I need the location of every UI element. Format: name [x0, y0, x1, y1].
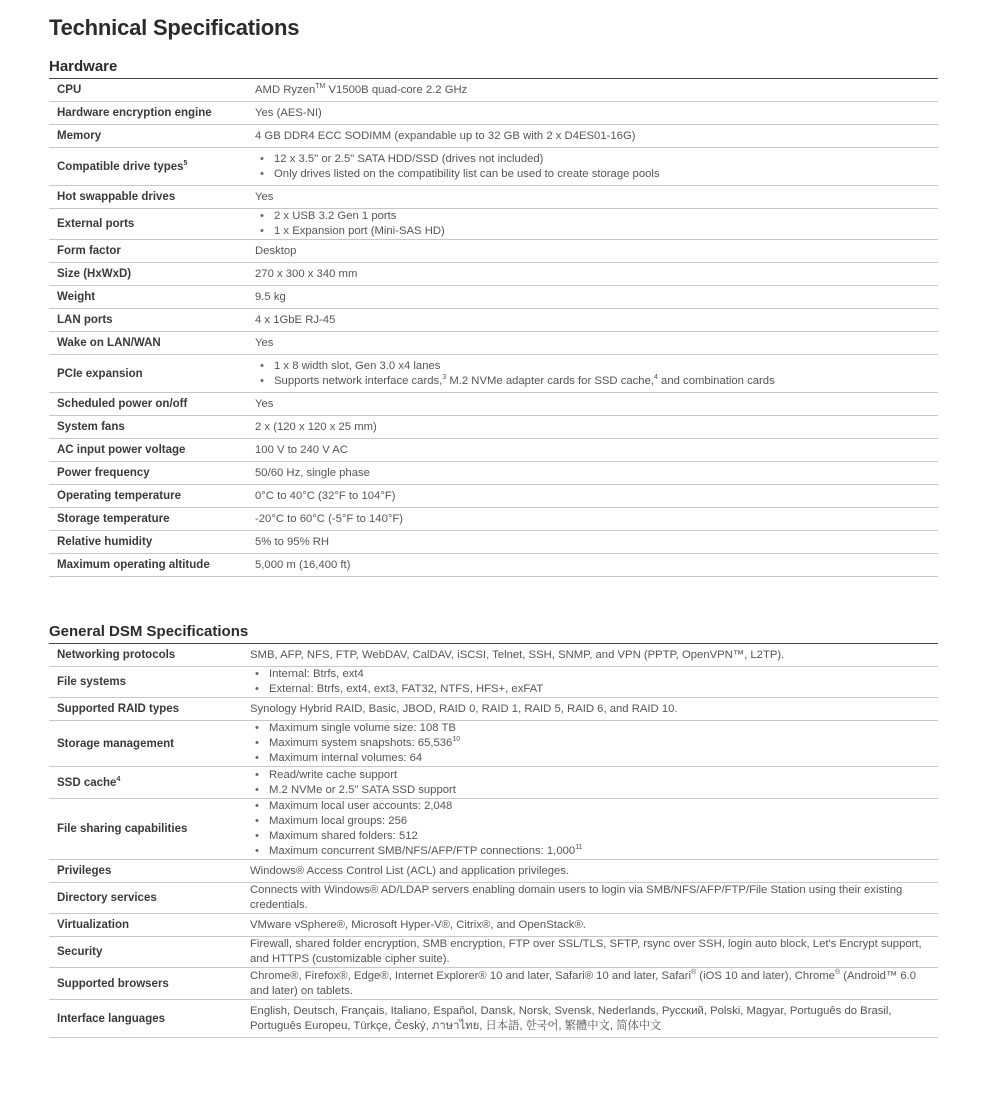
spec-value: Yes (AES-NI) — [255, 106, 322, 119]
spec-label: Maximum operating altitude — [57, 559, 210, 571]
spec-label: External ports — [57, 218, 135, 230]
spec-value: 50/60 Hz, single phase — [255, 466, 370, 479]
spec-label: CPU — [57, 84, 82, 96]
spec-row — [49, 554, 938, 577]
spec-bullet-item: • Maximum local groups: 256 — [250, 814, 938, 829]
spec-value: 9.5 kg — [255, 290, 286, 303]
spec-label: Virtualization — [57, 919, 129, 931]
spec-label: Weight — [57, 291, 96, 303]
spec-label: LAN ports — [57, 314, 113, 326]
spec-label: Hardware encryption engine — [57, 107, 212, 119]
spec-value — [250, 799, 938, 859]
spec-label: Security — [57, 946, 103, 958]
spec-label: Supported RAID types — [57, 703, 180, 715]
spec-row — [49, 439, 938, 462]
spec-bullet-item: • 12 x 3.5" or 2.5" SATA HDD/SSD (drives not included) — [255, 152, 938, 167]
spec-value-superscript: ® — [691, 968, 697, 976]
spec-value — [255, 209, 938, 239]
spec-value-text: AMD Ryzen — [255, 83, 316, 96]
spec-row — [49, 721, 938, 767]
spec-value-text: V1500B quad-core 2.2 GHz — [325, 83, 468, 96]
spec-value — [255, 83, 938, 98]
spec-label: Supported browsers — [57, 977, 169, 990]
spec-label — [49, 161, 255, 173]
spec-row — [49, 531, 938, 554]
spec-row — [49, 186, 938, 209]
page-title: Technical Specifications — [49, 15, 300, 40]
spec-row — [49, 485, 938, 508]
spec-row — [49, 209, 938, 240]
spec-value — [255, 152, 938, 182]
spec-bullet-item: • Maximum single volume size: 108 TB — [250, 721, 938, 736]
spec-label: System fans — [57, 421, 125, 433]
spec-bullet-superscript: 10 — [452, 736, 461, 744]
spec-row — [49, 240, 938, 263]
spec-row — [49, 416, 938, 439]
spec-bullet-item — [250, 736, 938, 751]
spec-row — [49, 332, 938, 355]
spec-value — [250, 721, 938, 766]
spec-label-text: Compatible drive types — [57, 160, 184, 173]
spec-bullet-item — [255, 374, 938, 389]
spec-value: 100 V to 240 V AC — [255, 443, 348, 456]
spec-bullet-superscript: 11 — [575, 844, 583, 852]
spec-row — [49, 286, 938, 309]
spec-value — [250, 667, 938, 697]
spec-value: SMB, AFP, NFS, FTP, WebDAV, CalDAV, iSCSI, Telnet, SSH, SNMP, and VPN (PPTP, OpenVPN™, L2TP). — [250, 648, 785, 661]
spec-label: Hot swappable drives — [57, 191, 176, 203]
spec-bullet-item: • Read/write cache support — [250, 768, 938, 783]
spec-value — [250, 969, 938, 999]
spec-label: Power frequency — [57, 467, 150, 479]
spec-row — [49, 263, 938, 286]
spec-row — [49, 799, 938, 860]
spec-row — [49, 644, 938, 667]
spec-bullet-item — [250, 844, 938, 859]
spec-label: Privileges — [57, 865, 112, 877]
spec-label: Size (HxWxD) — [57, 268, 132, 280]
spec-label: Storage temperature — [57, 513, 170, 525]
spec-bullet-item: • Maximum local user accounts: 2,048 — [250, 799, 938, 814]
spec-row — [49, 508, 938, 531]
spec-bullet-text: Supports network interface cards, — [274, 374, 443, 387]
spec-value-text: (iOS 10 and later), Chrome — [696, 969, 835, 982]
spec-value: Yes — [255, 190, 274, 203]
hardware-heading: Hardware — [49, 58, 118, 75]
spec-value-text: Chrome®, Firefox®, Edge®, Internet Explorer® 10 and later, Safari® 10 and later, Safari — [250, 969, 691, 982]
spec-value: Connects with Windows® AD/LDAP servers enabling domain users to login via SMB/NFS/AFP/FTP/File Station using their existing credentials. — [250, 884, 903, 911]
spec-label: Storage management — [57, 737, 174, 750]
spec-bullet-text: and combination cards — [657, 374, 775, 387]
spec-value-text: (Android™ 6.0 and later) on tablets. — [250, 969, 917, 997]
spec-row — [49, 883, 938, 914]
spec-value: Synology Hybrid RAID, Basic, JBOD, RAID 0, RAID 1, RAID 5, RAID 6, and RAID 10. — [250, 702, 678, 715]
spec-row — [49, 667, 938, 698]
spec-row — [49, 698, 938, 721]
spec-value: Desktop — [255, 244, 297, 257]
spec-label: Memory — [57, 130, 102, 142]
spec-row — [49, 125, 938, 148]
spec-bullet-item: • 1 x Expansion port (Mini-SAS HD) — [255, 224, 938, 239]
spec-value: -20°C to 60°C (-5°F to 140°F) — [255, 512, 404, 525]
hardware-spec-table — [49, 78, 938, 577]
spec-row — [49, 102, 938, 125]
spec-label: File sharing capabilities — [57, 823, 188, 835]
spec-bullet-text: Maximum system snapshots: 65,536 — [269, 737, 453, 749]
spec-row — [49, 462, 938, 485]
spec-label: Relative humidity — [57, 536, 153, 548]
spec-value: VMware vSphere®, Microsoft Hyper-V®, Citrix®, and OpenStack®. — [250, 918, 586, 931]
spec-bullet-superscript: 4 — [654, 373, 658, 381]
spec-value — [250, 768, 938, 798]
spec-value: 0°C to 40°C (32°F to 104°F) — [255, 489, 396, 502]
spec-label: Operating temperature — [57, 490, 181, 502]
spec-value: 4 x 1GbE RJ-45 — [255, 313, 336, 326]
spec-bullet-item: • Only drives listed on the compatibility list can be used to create storage pools — [255, 167, 938, 182]
spec-row — [49, 767, 938, 799]
spec-value: Firewall, shared folder encryption, SMB encryption, FTP over SSL/TLS, SFTP, rsync over SSH, login auto block, Let's Encrypt support, and HTTPS (customizable cipher suite). — [250, 938, 922, 965]
spec-row — [49, 1000, 938, 1038]
spec-row — [49, 968, 938, 1000]
spec-label: Networking protocols — [57, 649, 176, 661]
spec-label: File systems — [57, 676, 127, 688]
spec-bullet-item: • Internal: Btrfs, ext4 — [250, 667, 938, 682]
dsm-spec-table — [49, 643, 938, 1038]
spec-bullet-item: • 1 x 8 width slot, Gen 3.0 x4 lanes — [255, 359, 938, 374]
spec-bullet-text: M.2 NVMe adapter cards for SSD cache, — [446, 374, 655, 387]
spec-value: 4 GB DDR4 ECC SODIMM (expandable up to 32 GB with 2 x D4ES01-16G) — [255, 129, 636, 142]
spec-label: Scheduled power on/off — [57, 398, 188, 410]
spec-bullet-item: • External: Btrfs, ext4, ext3, FAT32, NTFS, HFS+, exFAT — [250, 682, 938, 697]
spec-row — [49, 309, 938, 332]
spec-bullet-item: • Maximum internal volumes: 64 — [250, 751, 938, 766]
spec-label-superscript: 4 — [116, 775, 121, 783]
spec-row — [49, 937, 938, 968]
spec-bullet-text: Maximum concurrent SMB/NFS/AFP/FTP connections: 1,000 — [269, 845, 576, 857]
spec-value-superscript: TM — [315, 82, 326, 90]
spec-row — [49, 148, 938, 186]
spec-bullet-item: • M.2 NVMe or 2.5" SATA SSD support — [250, 783, 938, 798]
spec-value-superscript: ® — [834, 968, 841, 976]
spec-value: 5% to 95% RH — [255, 535, 330, 548]
spec-bullet-item: • 2 x USB 3.2 Gen 1 ports — [255, 209, 938, 224]
spec-row — [49, 79, 938, 102]
spec-label: Form factor — [57, 245, 121, 257]
spec-value: Windows® Access Control List (ACL) and application privileges. — [250, 864, 570, 877]
spec-label: AC input power voltage — [57, 444, 186, 456]
spec-label: Directory services — [57, 892, 157, 904]
spec-value — [255, 359, 938, 389]
spec-label-text: SSD cache — [57, 776, 117, 789]
spec-value: 2 x (120 x 120 x 25 mm) — [255, 420, 377, 433]
spec-label: Interface languages — [57, 1012, 166, 1025]
spec-row — [49, 860, 938, 883]
spec-value: 270 x 300 x 340 mm — [255, 267, 358, 280]
spec-label: Wake on LAN/WAN — [57, 337, 161, 349]
spec-row — [49, 393, 938, 416]
spec-value: Yes — [255, 336, 274, 349]
dsm-heading: General DSM Specifications — [49, 623, 249, 640]
spec-label-superscript: 5 — [183, 159, 188, 167]
spec-bullet-item: • Maximum shared folders: 512 — [250, 829, 938, 844]
spec-value: English, Deutsch, Français, Italiano, Español, Dansk, Norsk, Svensk, Nederlands, Русский, Polski, Magyar, Português do Brasil, Português Europeu, Türkçe, Český, ภาษาไทย, 日本語, 한국어, 繁體中文, 简体中文 — [250, 1004, 892, 1032]
spec-label — [49, 777, 250, 789]
spec-value: Yes — [255, 397, 274, 410]
spec-row — [49, 914, 938, 937]
spec-bullet-superscript: 3 — [442, 373, 447, 381]
spec-value: 5,000 m (16,400 ft) — [255, 558, 351, 571]
spec-row — [49, 355, 938, 393]
spec-label: PCIe expansion — [57, 367, 143, 380]
